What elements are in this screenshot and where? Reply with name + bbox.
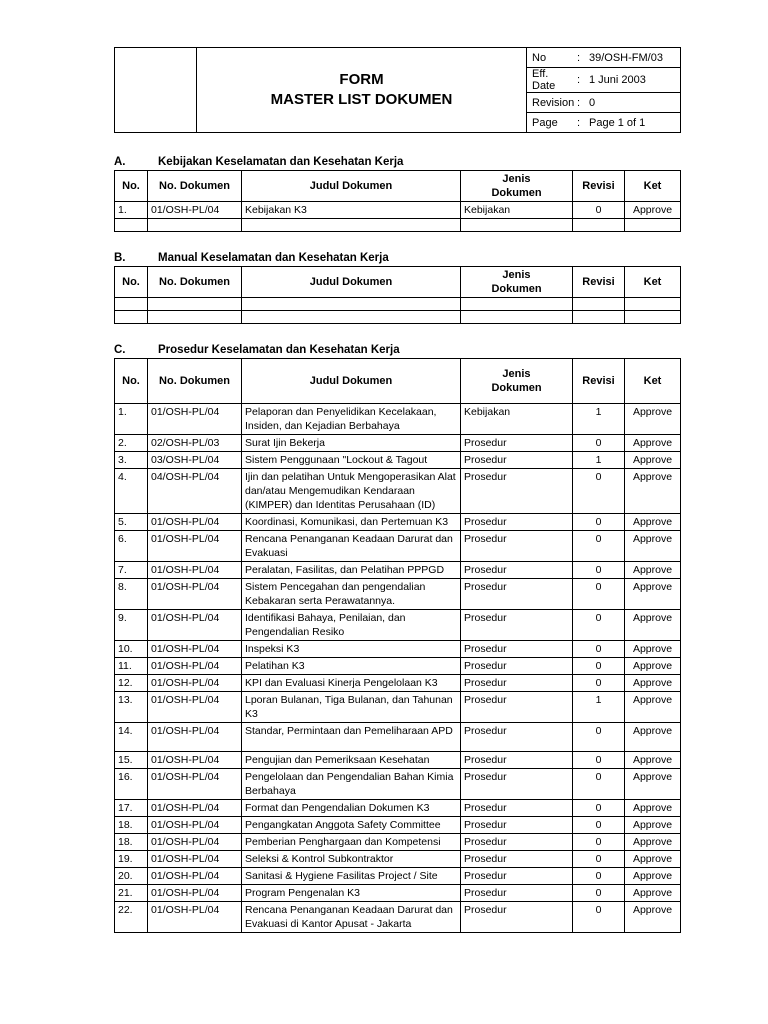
col-judul-header: Judul Dokumen	[242, 267, 461, 298]
col-jenis-header: Jenis Dokumen	[461, 171, 573, 202]
cell-jenis: Kebijakan	[461, 202, 573, 219]
cell-ket: Approve	[625, 851, 681, 868]
empty-cell	[148, 298, 242, 311]
cell-revisi: 0	[573, 579, 625, 610]
cell-ket: Approve	[625, 610, 681, 641]
cell-jenis: Prosedur	[461, 834, 573, 851]
empty-cell	[625, 311, 681, 324]
table-row	[115, 610, 681, 641]
cell-no: 14.	[115, 723, 148, 752]
cell-ket: Approve	[625, 469, 681, 514]
empty-cell	[242, 311, 461, 324]
meta-value: Page 1 of 1	[589, 116, 646, 129]
cell-judul: Rencana Penanganan Keadaan Darurat dan Evakuasi	[242, 531, 461, 562]
meta-key: No	[527, 48, 572, 68]
cell-no-dokumen: 01/OSH-PL/04	[148, 658, 242, 675]
table-row	[115, 692, 681, 723]
cell-no: 1.	[115, 404, 148, 435]
cell-revisi: 0	[573, 531, 625, 562]
table-row	[115, 435, 681, 452]
cell-judul: Rencana Penanganan Keadaan Darurat dan Evakuasi di Kantor Apusat - Jakarta	[242, 902, 461, 933]
cell-jenis: Prosedur	[461, 902, 573, 933]
cell-no: 8.	[115, 579, 148, 610]
cell-revisi: 0	[573, 834, 625, 851]
cell-ket: Approve	[625, 452, 681, 469]
cell-revisi: 0	[573, 851, 625, 868]
col-no-dokumen-header: No. Dokumen	[148, 267, 242, 298]
empty-row	[115, 298, 681, 311]
cell-no: 10.	[115, 641, 148, 658]
cell-ket: Approve	[625, 692, 681, 723]
cell-no: 21.	[115, 885, 148, 902]
cell-no: 11.	[115, 658, 148, 675]
meta-key: Page	[532, 116, 558, 129]
cell-no: 12.	[115, 675, 148, 692]
table-header-row	[115, 359, 681, 404]
form-subtitle: MASTER LIST DOKUMEN	[270, 91, 453, 108]
table-row	[115, 800, 681, 817]
document-page	[114, 47, 680, 933]
cell-revisi: 0	[573, 902, 625, 933]
cell-no-dokumen: 01/OSH-PL/04	[148, 531, 242, 562]
meta-colon: :	[572, 48, 584, 68]
cell-no: 18.	[115, 817, 148, 834]
cell-revisi: 0	[573, 562, 625, 579]
col-ket-header: Ket	[625, 171, 681, 202]
cell-judul: Koordinasi, Komunikasi, dan Pertemuan K3	[242, 514, 461, 531]
cell-no: 22.	[115, 902, 148, 933]
table-row	[115, 885, 681, 902]
section-table	[114, 266, 681, 324]
cell-ket: Approve	[625, 202, 681, 219]
cell-judul: KPI dan Evaluasi Kinerja Pengelolaan K3	[242, 675, 461, 692]
cell-no-dokumen: 02/OSH-PL/03	[148, 435, 242, 452]
cell-no: 7.	[115, 562, 148, 579]
table-row	[115, 817, 681, 834]
cell-no-dokumen: 01/OSH-PL/04	[148, 868, 242, 885]
cell-revisi: 0	[573, 658, 625, 675]
cell-revisi: 0	[573, 202, 625, 219]
cell-ket: Approve	[625, 723, 681, 752]
cell-jenis: Prosedur	[461, 452, 573, 469]
table-row	[115, 404, 681, 435]
meta-key: Eff. Date	[527, 68, 572, 93]
cell-no: 4.	[115, 469, 148, 514]
form-header	[114, 47, 681, 133]
cell-ket: Approve	[625, 531, 681, 562]
cell-jenis: Prosedur	[461, 692, 573, 723]
cell-judul: Sistem Penggunaan "Lockout & Tagout	[242, 452, 461, 469]
cell-judul: Sanitasi & Hygiene Fasilitas Project / Site	[242, 868, 461, 885]
cell-jenis: Prosedur	[461, 851, 573, 868]
cell-jenis: Prosedur	[461, 868, 573, 885]
cell-no-dokumen: 01/OSH-PL/04	[148, 752, 242, 769]
cell-revisi: 0	[573, 641, 625, 658]
cell-no-dokumen: 01/OSH-PL/04	[148, 902, 242, 933]
col-ket-header: Ket	[625, 267, 681, 298]
cell-jenis: Prosedur	[461, 817, 573, 834]
empty-cell	[625, 219, 681, 232]
section-table	[114, 170, 681, 232]
cell-no: 5.	[115, 514, 148, 531]
cell-no: 1.	[115, 202, 148, 219]
cell-judul: Peralatan, Fasilitas, dan Pelatihan PPPGD	[242, 562, 461, 579]
cell-no-dokumen: 01/OSH-PL/04	[148, 885, 242, 902]
cell-no-dokumen: 01/OSH-PL/04	[148, 769, 242, 800]
table-row	[115, 562, 681, 579]
cell-revisi: 0	[573, 675, 625, 692]
cell-judul: Pengangkatan Anggota Safety Committee	[242, 817, 461, 834]
cell-jenis: Prosedur	[461, 769, 573, 800]
empty-cell	[573, 298, 625, 311]
table-row	[115, 752, 681, 769]
table-row	[115, 658, 681, 675]
cell-judul: Format dan Pengendalian Dokumen K3	[242, 800, 461, 817]
empty-cell	[573, 311, 625, 324]
table-row	[115, 723, 681, 752]
cell-revisi: 0	[573, 752, 625, 769]
cell-revisi: 0	[573, 514, 625, 531]
col-no-header: No.	[115, 267, 148, 298]
cell-revisi: 0	[573, 723, 625, 752]
cell-no: 15.	[115, 752, 148, 769]
meta-row	[527, 48, 680, 68]
table-row	[115, 769, 681, 800]
empty-cell	[461, 311, 573, 324]
cell-judul: Program Pengenalan K3	[242, 885, 461, 902]
cell-ket: Approve	[625, 834, 681, 851]
cell-no: 16.	[115, 769, 148, 800]
cell-no-dokumen: 01/OSH-PL/04	[148, 579, 242, 610]
cell-no: 9.	[115, 610, 148, 641]
col-no-dokumen-header: No. Dokumen	[148, 359, 242, 404]
meta-value: 39/OSH-FM/03	[584, 48, 680, 68]
section-letter: A.	[114, 156, 126, 168]
col-no-header: No.	[115, 359, 148, 404]
table-row	[115, 452, 681, 469]
cell-no-dokumen: 01/OSH-PL/04	[148, 817, 242, 834]
col-jenis-header: Jenis Dokumen	[461, 267, 573, 298]
section-heading: Manual Keselamatan dan Kesehatan Kerja	[158, 252, 389, 264]
cell-judul: Inspeksi K3	[242, 641, 461, 658]
col-judul-header: Judul Dokumen	[242, 171, 461, 202]
meta-colon: :	[577, 116, 581, 129]
table-row	[115, 834, 681, 851]
cell-no-dokumen: 01/OSH-PL/04	[148, 514, 242, 531]
empty-row	[115, 311, 681, 324]
cell-ket: Approve	[625, 435, 681, 452]
cell-judul: Kebijakan K3	[242, 202, 461, 219]
table-row	[115, 469, 681, 514]
cell-jenis: Prosedur	[461, 610, 573, 641]
cell-no-dokumen: 01/OSH-PL/04	[148, 692, 242, 723]
section-heading: Prosedur Keselamatan dan Kesehatan Kerja	[158, 344, 400, 356]
cell-no: 19.	[115, 851, 148, 868]
section-title	[114, 155, 680, 170]
meta-key: Revision	[527, 93, 572, 113]
section-title	[114, 343, 680, 358]
cell-judul: Seleksi & Kontrol Subkontraktor	[242, 851, 461, 868]
cell-revisi: 0	[573, 769, 625, 800]
col-revisi-header: Revisi	[573, 359, 625, 404]
cell-revisi: 0	[573, 435, 625, 452]
cell-ket: Approve	[625, 752, 681, 769]
cell-no-dokumen: 04/OSH-PL/04	[148, 469, 242, 514]
cell-no: 2.	[115, 435, 148, 452]
section-heading: Kebijakan Keselamatan dan Kesehatan Kerja	[158, 156, 404, 168]
table-row	[115, 531, 681, 562]
table-row	[115, 675, 681, 692]
empty-row	[115, 219, 681, 232]
cell-no-dokumen: 01/OSH-PL/04	[148, 834, 242, 851]
cell-ket: Approve	[625, 562, 681, 579]
cell-no: 20.	[115, 868, 148, 885]
cell-judul: Pelaporan dan Penyelidikan Kecelakaan, Insiden, dan Kejadian Berbahaya	[242, 404, 461, 435]
cell-jenis: Kebijakan	[461, 404, 573, 435]
meta-value: 0	[584, 93, 680, 113]
cell-jenis: Prosedur	[461, 641, 573, 658]
cell-ket: Approve	[625, 769, 681, 800]
cell-no: 3.	[115, 452, 148, 469]
cell-no-dokumen: 01/OSH-PL/04	[148, 800, 242, 817]
form-title: FORM	[339, 71, 384, 88]
col-no-dokumen-header: No. Dokumen	[148, 171, 242, 202]
section-table	[114, 358, 681, 933]
cell-jenis: Prosedur	[461, 658, 573, 675]
logo-cell	[115, 48, 197, 133]
cell-no: 13.	[115, 692, 148, 723]
form-title-cell	[197, 48, 527, 133]
meta-colon: :	[572, 68, 584, 93]
empty-cell	[625, 298, 681, 311]
empty-cell	[242, 298, 461, 311]
table-header-row	[115, 267, 681, 298]
cell-ket: Approve	[625, 579, 681, 610]
empty-cell	[148, 311, 242, 324]
cell-judul: Sistem Pencegahan dan pengendalian Kebakaran serta Perawatannya.	[242, 579, 461, 610]
cell-jenis: Prosedur	[461, 531, 573, 562]
table-row	[115, 851, 681, 868]
cell-no-dokumen: 01/OSH-PL/04	[148, 675, 242, 692]
meta-colon: :	[572, 93, 584, 113]
col-judul-header: Judul Dokumen	[242, 359, 461, 404]
cell-revisi: 0	[573, 800, 625, 817]
empty-cell	[573, 219, 625, 232]
table-row	[115, 202, 681, 219]
col-jenis-header: Jenis Dokumen	[461, 359, 573, 404]
cell-judul: Ijin dan pelatihan Untuk Mengoperasikan Alat dan/atau Mengemudikan Kendaraan (KIMPER) dan Identitas Perusahaan (ID)	[242, 469, 461, 514]
cell-no-dokumen: 01/OSH-PL/04	[148, 562, 242, 579]
section-title	[114, 251, 680, 266]
cell-judul: Standar, Permintaan dan Pemeliharaan APD	[242, 723, 461, 752]
cell-jenis: Prosedur	[461, 469, 573, 514]
empty-cell	[148, 219, 242, 232]
cell-jenis: Prosedur	[461, 675, 573, 692]
cell-jenis: Prosedur	[461, 435, 573, 452]
cell-no: 17.	[115, 800, 148, 817]
cell-jenis: Prosedur	[461, 514, 573, 531]
cell-judul: Identifikasi Bahaya, Penilaian, dan Pengendalian Resiko	[242, 610, 461, 641]
cell-no-dokumen: 01/OSH-PL/04	[148, 723, 242, 752]
cell-no-dokumen: 01/OSH-PL/04	[148, 851, 242, 868]
cell-no-dokumen: 01/OSH-PL/04	[148, 202, 242, 219]
cell-ket: Approve	[625, 641, 681, 658]
col-no-header: No.	[115, 171, 148, 202]
cell-jenis: Prosedur	[461, 579, 573, 610]
col-revisi-header: Revisi	[573, 171, 625, 202]
cell-judul: Pemberian Penghargaan dan Kompetensi	[242, 834, 461, 851]
empty-cell	[461, 219, 573, 232]
cell-ket: Approve	[625, 675, 681, 692]
cell-no-dokumen: 01/OSH-PL/04	[148, 641, 242, 658]
cell-no: 18.	[115, 834, 148, 851]
cell-revisi: 0	[573, 610, 625, 641]
cell-ket: Approve	[625, 658, 681, 675]
cell-judul: Pelatihan K3	[242, 658, 461, 675]
meta-value: 1 Juni 2003	[584, 68, 680, 93]
cell-no-dokumen: 03/OSH-PL/04	[148, 452, 242, 469]
empty-cell	[115, 311, 148, 324]
col-revisi-header: Revisi	[573, 267, 625, 298]
section-letter: B.	[114, 252, 126, 264]
table-row	[115, 514, 681, 531]
empty-cell	[115, 298, 148, 311]
cell-jenis: Prosedur	[461, 800, 573, 817]
cell-jenis: Prosedur	[461, 562, 573, 579]
empty-cell	[115, 219, 148, 232]
section-letter: C.	[114, 344, 126, 356]
cell-no-dokumen: 01/OSH-PL/04	[148, 404, 242, 435]
cell-ket: Approve	[625, 817, 681, 834]
cell-judul: Pengujian dan Pemeriksaan Kesehatan	[242, 752, 461, 769]
cell-ket: Approve	[625, 514, 681, 531]
empty-cell	[242, 219, 461, 232]
meta-row	[527, 113, 680, 133]
cell-revisi: 1	[573, 452, 625, 469]
table-row	[115, 641, 681, 658]
col-ket-header: Ket	[625, 359, 681, 404]
cell-ket: Approve	[625, 404, 681, 435]
form-meta-cell	[527, 48, 681, 133]
form-meta	[527, 48, 680, 132]
table-row	[115, 579, 681, 610]
cell-jenis: Prosedur	[461, 885, 573, 902]
cell-ket: Approve	[625, 800, 681, 817]
cell-jenis: Prosedur	[461, 723, 573, 752]
table-row	[115, 868, 681, 885]
cell-no: 6.	[115, 531, 148, 562]
cell-revisi: 0	[573, 817, 625, 834]
empty-cell	[461, 298, 573, 311]
cell-revisi: 1	[573, 692, 625, 723]
cell-ket: Approve	[625, 868, 681, 885]
cell-no-dokumen: 01/OSH-PL/04	[148, 610, 242, 641]
cell-revisi: 1	[573, 404, 625, 435]
cell-revisi: 0	[573, 868, 625, 885]
cell-judul: Pengelolaan dan Pengendalian Bahan Kimia Berbahaya	[242, 769, 461, 800]
cell-jenis: Prosedur	[461, 752, 573, 769]
table-header-row	[115, 171, 681, 202]
cell-revisi: 0	[573, 885, 625, 902]
meta-row	[527, 93, 680, 113]
cell-revisi: 0	[573, 469, 625, 514]
cell-judul: Lporan Bulanan, Tiga Bulanan, dan Tahunan K3	[242, 692, 461, 723]
cell-judul: Surat Ijin Bekerja	[242, 435, 461, 452]
cell-ket: Approve	[625, 885, 681, 902]
cell-ket: Approve	[625, 902, 681, 933]
table-row	[115, 902, 681, 933]
sections-container	[114, 155, 680, 933]
meta-row	[527, 68, 680, 93]
